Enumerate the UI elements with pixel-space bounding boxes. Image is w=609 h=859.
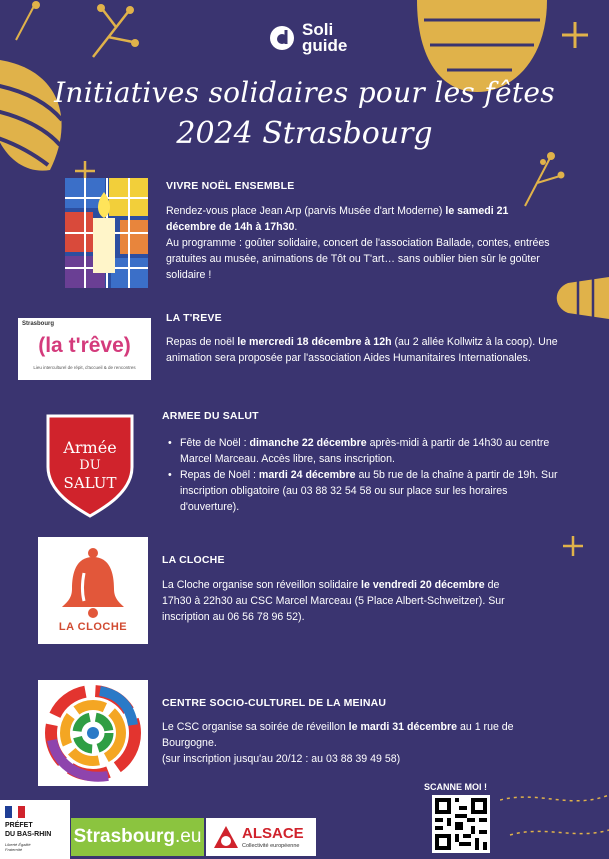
section-title-csc-meinau: CENTRE SOCIO-CULTUREL DE LA MEINAU <box>162 697 387 709</box>
page-subtitle: 2024 Strasbourg <box>176 116 433 151</box>
scan-me-label: SCANNE MOI ! <box>424 782 487 792</box>
strasbourg-ext-text: .eu <box>174 826 202 847</box>
la-treve-logo-tagline: Lieu interculturel de répit, d'accueil & de rencontres <box>33 365 136 370</box>
salut-bullet-2: • Repas de Noël : mardi 24 décembre au 5b rue de la chaîne à partir de 19h. Sur inscription obligatoire (au 03 88 32 54 58 ou sur place sur les horaires d'ouverture). <box>166 467 568 515</box>
alsace-logo <box>206 818 316 856</box>
strasbourg-eu-logo <box>71 818 204 856</box>
qr-code-icon <box>435 798 487 850</box>
spiral-hands-icon <box>38 680 148 786</box>
section-title-la-cloche: LA CLOCHE <box>162 554 225 566</box>
section-body-la-treve <box>166 334 566 366</box>
section-body-csc-meinau <box>162 719 557 767</box>
prefet-line1: PRÉFET <box>5 822 33 829</box>
section-title-armee-du-salut: ARMEE DU SALUT <box>162 410 259 422</box>
vivre-noel-image <box>65 178 148 288</box>
la-treve-paragraph-1: Repas de noël le mercredi 18 décembre à 12h (au 2 allée Kollwitz à la coop). Une animation sera proposée par l'association Aides Humanitaires Internationales. <box>166 336 558 364</box>
french-flag-icon <box>5 806 25 818</box>
alsace-mark-icon <box>212 824 240 850</box>
section-title-vivre-noel: VIVRE NOËL ENSEMBLE <box>166 180 295 192</box>
prefet-line2: DU BAS-RHIN <box>5 831 52 838</box>
section-title-la-treve: LA T'REVE <box>166 312 222 324</box>
prefet-bas-rhin-logo <box>0 800 70 859</box>
qr-code[interactable] <box>432 795 490 853</box>
ornament-star-right-icon <box>560 20 590 50</box>
salut-logo-line1: Armée <box>63 438 117 457</box>
la-treve-logo-main-text: (la t'rêve) <box>38 334 131 357</box>
ornament-berries-right-icon <box>515 148 565 208</box>
strasbourg-text: Strasbourg <box>73 826 175 847</box>
vivre-noel-paragraph-2: Au programme : goûter solidaire, concert de l'association Ballade, contes, entrées gratuites au musée, animations de Tôt ou T'art… sans oublier bien sûr le goûter solidaire ! <box>166 237 550 281</box>
page-title: Initiatives solidaires pour les fêtes <box>54 76 555 109</box>
alsace-subtitle: Collectivité européenne <box>242 843 300 849</box>
salut-bullet-1: • Fête de Noël : dimanche 22 décembre après-midi à partir de 14h30 au centre Marcel Marceau. Accès libre, sans inscription. <box>166 435 568 467</box>
csc-meinau-paragraph-1: Le CSC organise sa soirée de réveillon le mardi 31 décembre au 1 rue de Bourgogne. <box>162 721 514 749</box>
candle-mosaic-icon <box>65 178 148 288</box>
section-body-armee-du-salut <box>166 435 568 515</box>
ornament-dots-bottom-right-icon <box>500 760 609 859</box>
csc-meinau-paragraph-2: (sur inscription jusqu'au 20/12 : au 03 88 39 49 58) <box>162 753 401 765</box>
la-cloche-logo <box>38 537 148 644</box>
brand-line1: Soli <box>302 20 334 39</box>
ornament-star-small-right-icon <box>562 535 584 557</box>
la-cloche-paragraph-1: La Cloche organise son réveillon solidaire le vendredi 20 décembre de 17h30 à 22h30 au CSC Marcel Marceau (5 Place Albert-Schweitzer). Sur inscription au 06 56 78 96 52). <box>162 579 505 623</box>
armee-du-salut-logo <box>44 412 136 518</box>
vivre-noel-paragraph-1: Rendez-vous place Jean Arp (parvis Musée d'art Moderne) le samedi 21 décembre de 14h à 17h30. <box>166 205 509 233</box>
la-cloche-logo-text: LA CLOCHE <box>58 621 128 633</box>
ornament-branch-left-icon <box>12 0 42 45</box>
brand-line2: guide <box>302 36 348 55</box>
csc-meinau-logo <box>38 680 148 786</box>
la-treve-logo <box>18 318 151 380</box>
section-body-vivre-noel <box>166 203 561 283</box>
section-body-la-cloche <box>162 577 512 625</box>
salut-logo-line3: SALUT <box>63 474 117 492</box>
la-treve-logo-small-text: Strasbourg <box>22 321 55 327</box>
prefet-motto: Liberté Égalité Fraternité <box>5 842 31 852</box>
soliguide-logo <box>268 18 378 58</box>
ornament-branch-top-icon <box>88 2 148 62</box>
salut-logo-line2: DU <box>79 458 101 473</box>
soliguide-mark-icon <box>268 24 296 52</box>
ornament-pinecone-left-icon <box>0 50 80 180</box>
bell-icon <box>38 543 148 623</box>
alsace-text: ALSACE <box>242 825 304 842</box>
